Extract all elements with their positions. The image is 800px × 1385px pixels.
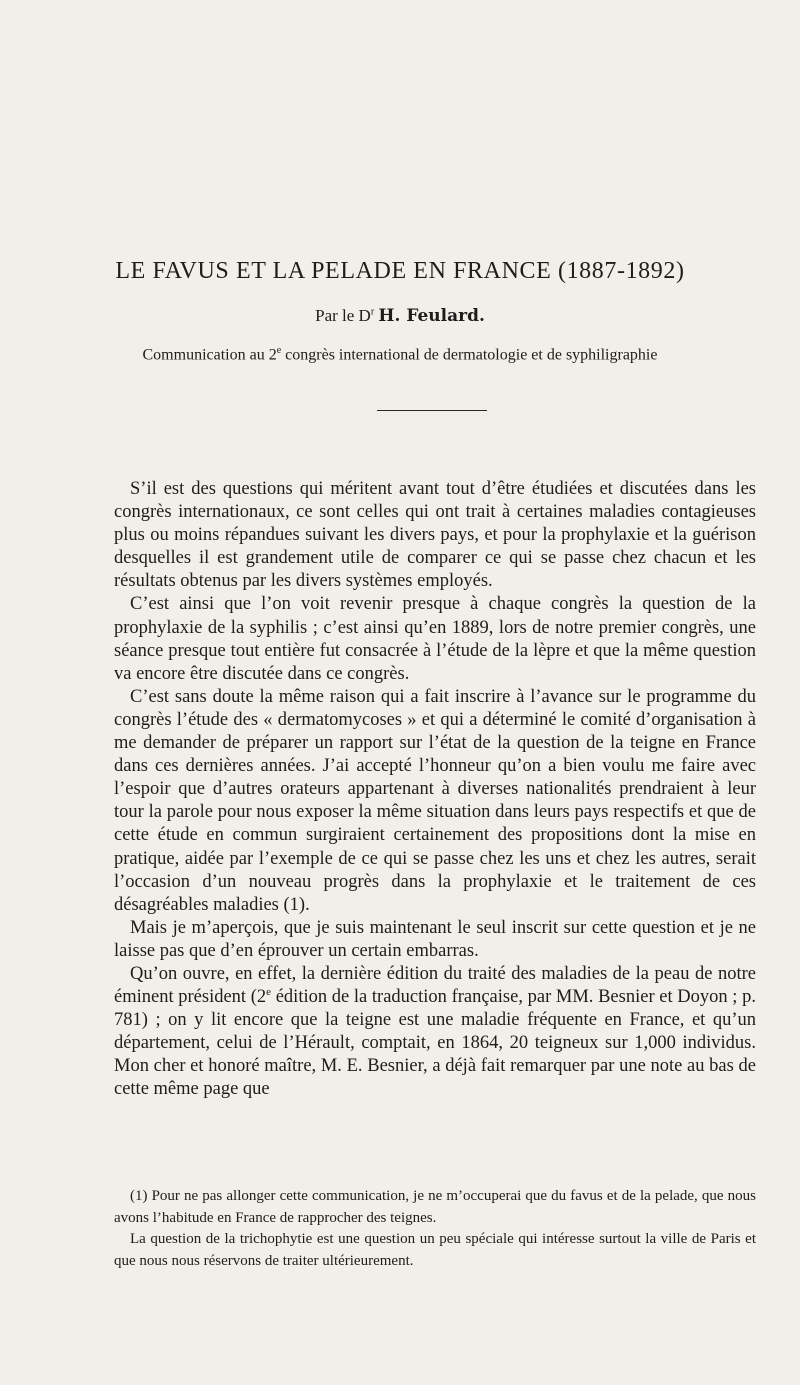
body-text <box>114 478 756 1102</box>
paragraph-3: C’est sans doute la même raison qui a fait inscrire à l’avance sur le programme du congrès l’étude des « dermatomycoses » et qui a déterminé le comité d’organisation à me demander de préparer un rapport sur l’état de la question de la teigne en France dans ces dernières années. J’ai accepté l’honneur qu’on a bien voulu me faire avec l’espoir que d’autres orateurs appartenant à diverses nationalités prendraient à leur tour la parole pour nous exposer la même situation dans leurs pays respectifs et que de cette étude en commun surgiraient certainement des propositions dont la mise en pratique, aidée par l’exemple de ce qui se passe chez les uns et chez les autres, serait l’occasion d’un nouveau progrès dans la prophylaxie et le traitement de ces désagréables maladies (1). <box>114 686 756 915</box>
paragraph-1: S’il est des questions qui méritent avant tout d’être étudiées et discutées dans les congrès internationaux, ce sont celles qui ont trait à certaines maladies contagieuses plus ou moins répandues suivant les divers pays, et pour la prophylaxie et la guérison desquelles il est grandement utile de comparer ce qui se passe chez chacun et les résultats obtenus par les divers systèmes employés. <box>114 479 756 592</box>
section-divider <box>377 410 487 411</box>
footnotes <box>114 1186 756 1272</box>
author-line <box>0 306 800 326</box>
communication-before: Communication au 2 <box>142 346 277 364</box>
communication-after: congrès international de dermatologie et de syphiligraphie <box>281 346 658 364</box>
author-prefix-sup: r <box>370 306 375 318</box>
paragraph-5-sup: e <box>266 985 272 998</box>
footnote-1: (1) Pour ne pas allonger cette communication, je ne m’occuperai que du favus et de la pelade, que nous avons l’habitude en France de rapprocher des teignes. <box>114 1188 756 1226</box>
paragraph-4: Mais je m’aperçois, que je suis maintenant le seul inscrit sur cette question et je ne laisse pas que d’en éprouver un certain embarras. <box>114 917 756 961</box>
author-name: H. Feulard. <box>378 306 485 326</box>
article-title: LE FAVUS ET LA PELADE EN FRANCE (1887-1892) <box>115 258 685 284</box>
communication-sup: e <box>276 345 282 356</box>
paragraph-5 <box>114 963 756 1102</box>
footnote-2: La question de la trichophytie est une question un peu spéciale qui intéresse surtout la ville de Paris et que nous nous réservons de traiter ultérieurement. <box>114 1231 756 1269</box>
paragraph-5-after: édition de la traduction française, par MM. Besnier et Doyon ; p. 781) ; on y lit encore que la teigne est une maladie fréquente en France, et qu’un département, celui de l’Hérault, comptait, en 1864, 20 teigneux sur 1,000 individus. Mon cher et honoré maître, M. E. Besnier, a déjà fait remarquer par une note au bas de cette même page que <box>114 987 756 1100</box>
communication-line <box>0 345 800 364</box>
author-prefix: Par le D <box>315 306 371 325</box>
paragraph-2: C’est ainsi que l’on voit revenir presque à chaque congrès la question de la prophylaxie de la syphilis ; c’est ainsi qu’en 1889, lors de notre premier congrès, une séance presque tout entière fut consacrée à l’étude de la lèpre et que la même question va encore être discutée dans ce congrès. <box>114 594 756 684</box>
paragraph-5-before: Qu’on ouvre, en effet, la dernière édition du traité des maladies de la peau de notre éminent président (2 <box>114 963 756 1008</box>
